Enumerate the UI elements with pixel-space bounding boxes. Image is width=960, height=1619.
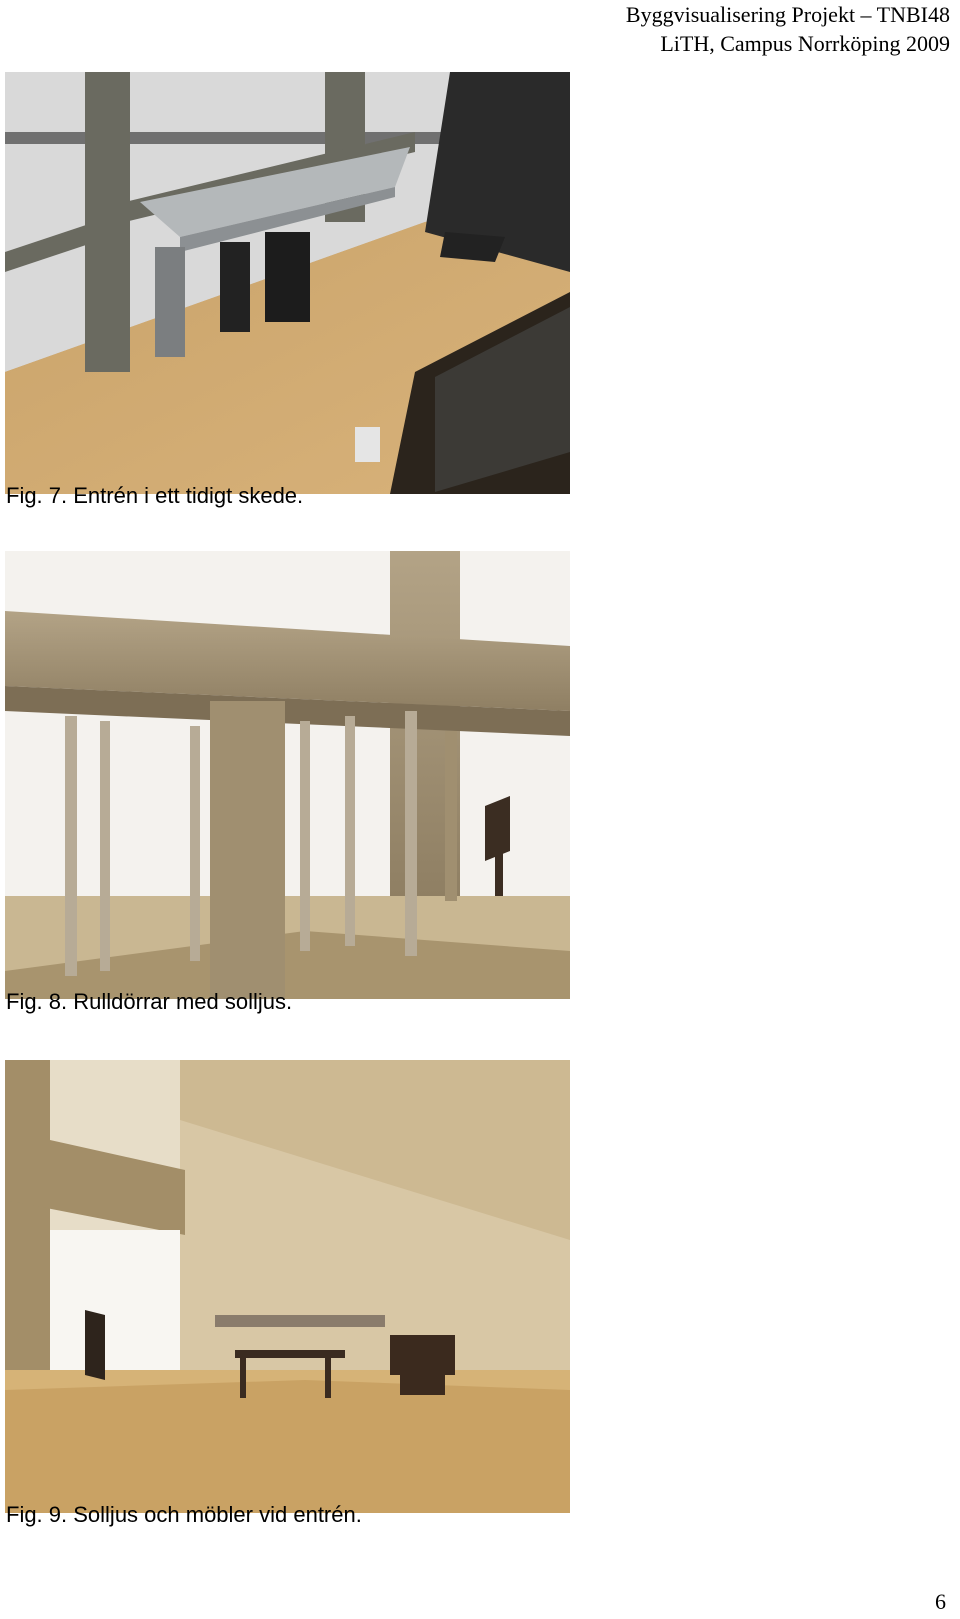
- entrance-render-early: [5, 72, 570, 494]
- sunlight-furniture-render: [5, 1060, 570, 1513]
- figure-9-image: [5, 1060, 570, 1513]
- figure-9-caption: Fig. 9. Solljus och möbler vid entrén.: [6, 1502, 362, 1527]
- revolving-doors-render: [5, 551, 570, 999]
- figure-8-image: [5, 551, 570, 999]
- figure-7-caption: Fig. 7. Entrén i ett tidigt skede.: [6, 483, 304, 508]
- figure-8-caption: Fig. 8. Rulldörrar med solljus.: [6, 989, 293, 1014]
- page-header: [626, 0, 950, 58]
- figure-7-image: [5, 72, 570, 494]
- header-project: Byggvisualisering Projekt – TNBI48: [625, 2, 950, 27]
- page-number: 6: [935, 1589, 946, 1614]
- header-institution: LiTH, Campus Norrköping 2009: [660, 31, 950, 56]
